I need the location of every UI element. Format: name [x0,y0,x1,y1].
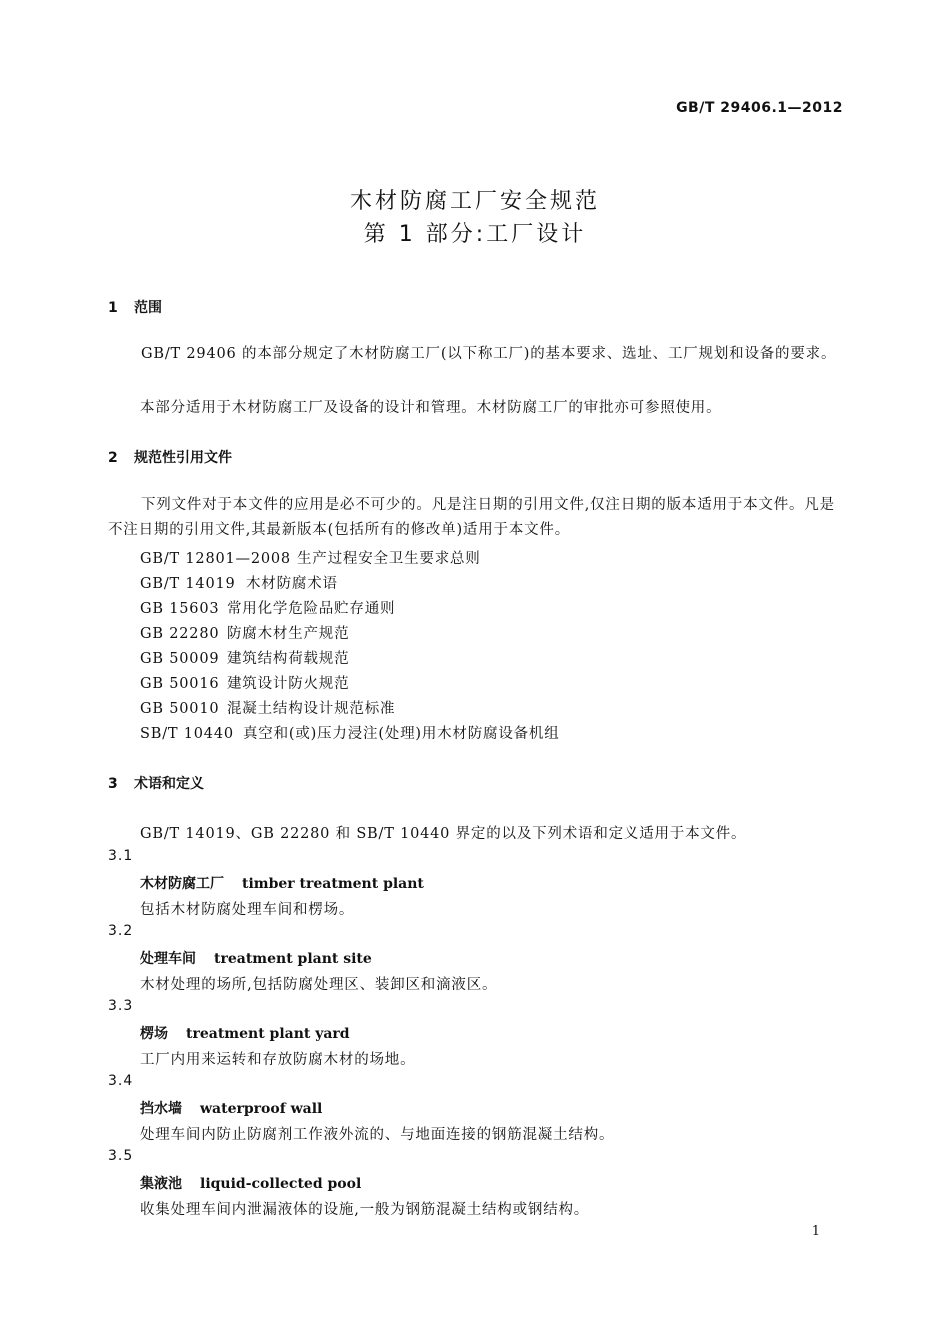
section-1-heading [108,297,162,317]
term-definition: 包括木材防腐处理车间和楞场。 [140,902,355,918]
term-en: liquid-collected pool [200,1176,362,1192]
document-title: 木材防腐工厂安全规范 [349,189,600,214]
term-entry [140,1098,322,1118]
section-1-para-2: 本部分适用于木材防腐工厂及设备的设计和管理。木材防腐工厂的审批亦可参照使用。 [140,400,722,416]
section-3-intro: GB/T 14019、GB 22280 和 SB/T 10440 界定的以及下列术语和定义适用于本文件。 [140,826,747,842]
section-3-heading [108,773,204,793]
term-number: 3.4 [108,1073,134,1089]
term-en: treatment plant site [214,951,372,967]
reference-item [140,597,395,618]
section-number: 3 [108,776,118,792]
term-definition: 收集处理车间内泄漏液体的设施,一般为钢筋混凝土结构或钢结构。 [140,1202,590,1218]
reference-item [140,547,481,568]
reference-code: GB 15603 [140,601,220,617]
term-number: 3.2 [108,923,134,939]
reference-item [140,672,349,693]
reference-code: SB/T 10440 [140,726,234,742]
term-entry [140,948,372,968]
term-entry [140,1023,350,1043]
reference-code: GB 50009 [140,651,220,667]
reference-title: 防腐木材生产规范 [227,626,350,642]
document-subtitle: 第 1 部分:工厂设计 [363,222,587,247]
reference-code: GB 50016 [140,676,220,692]
reference-title: 生产过程安全卫生要求总则 [297,551,481,567]
term-entry [140,873,424,893]
section-title: 规范性引用文件 [134,450,232,466]
section-1-para-1: GB/T 29406 的本部分规定了木材防腐工厂(以下称工厂)的基本要求、选址、工厂规划和设备的要求。 [141,346,837,362]
section-number: 2 [108,450,118,466]
term-zh: 挡水墙 [140,1101,182,1117]
term-definition: 处理车间内防止防腐剂工作液外流的、与地面连接的钢筋混凝土结构。 [140,1127,615,1143]
reference-item [140,647,349,668]
reference-code: GB/T 14019 [140,576,236,592]
reference-item [140,722,560,743]
section-number: 1 [108,300,118,316]
term-en: waterproof wall [200,1101,323,1117]
term-zh: 集液池 [140,1176,182,1192]
reference-item [140,697,395,718]
reference-code: GB 50010 [140,701,220,717]
reference-title: 木材防腐术语 [246,576,338,592]
term-number: 3.1 [108,848,134,864]
section-2-intro: 下列文件对于本文件的应用是必不可少的。凡是注日期的引用文件,仅注日期的版本适用于本文件。凡是不注日期的引用文件,其最新版本(包括所有的修改单)适用于本文件。 [108,497,835,538]
reference-title: 建筑设计防火规范 [227,676,350,692]
term-entry [140,1173,361,1193]
section-title: 术语和定义 [134,776,204,792]
reference-item [140,622,349,643]
reference-code: GB/T 12801—2008 [140,551,291,567]
section-title: 范围 [134,300,162,316]
term-definition: 工厂内用来运转和存放防腐木材的场地。 [140,1052,416,1068]
term-definition: 木材处理的场所,包括防腐处理区、装卸区和滴液区。 [140,977,498,993]
section-2-heading [108,447,232,467]
term-zh: 楞场 [140,1026,168,1042]
reference-title: 真空和(或)压力浸注(处理)用木材防腐设备机组 [243,726,560,742]
term-zh: 处理车间 [140,951,196,967]
reference-item [140,572,338,593]
reference-title: 建筑结构荷载规范 [227,651,350,667]
term-number: 3.5 [108,1148,134,1164]
standard-code: GB/T 29406.1—2012 [676,100,843,116]
reference-title: 混凝土结构设计规范标准 [227,701,396,717]
reference-code: GB 22280 [140,626,220,642]
reference-title: 常用化学危险品贮存通则 [227,601,396,617]
term-zh: 木材防腐工厂 [140,876,224,892]
page-number: 1 [811,1224,820,1239]
term-number: 3.3 [108,998,134,1014]
term-en: treatment plant yard [186,1026,350,1042]
term-en: timber treatment plant [242,876,424,892]
